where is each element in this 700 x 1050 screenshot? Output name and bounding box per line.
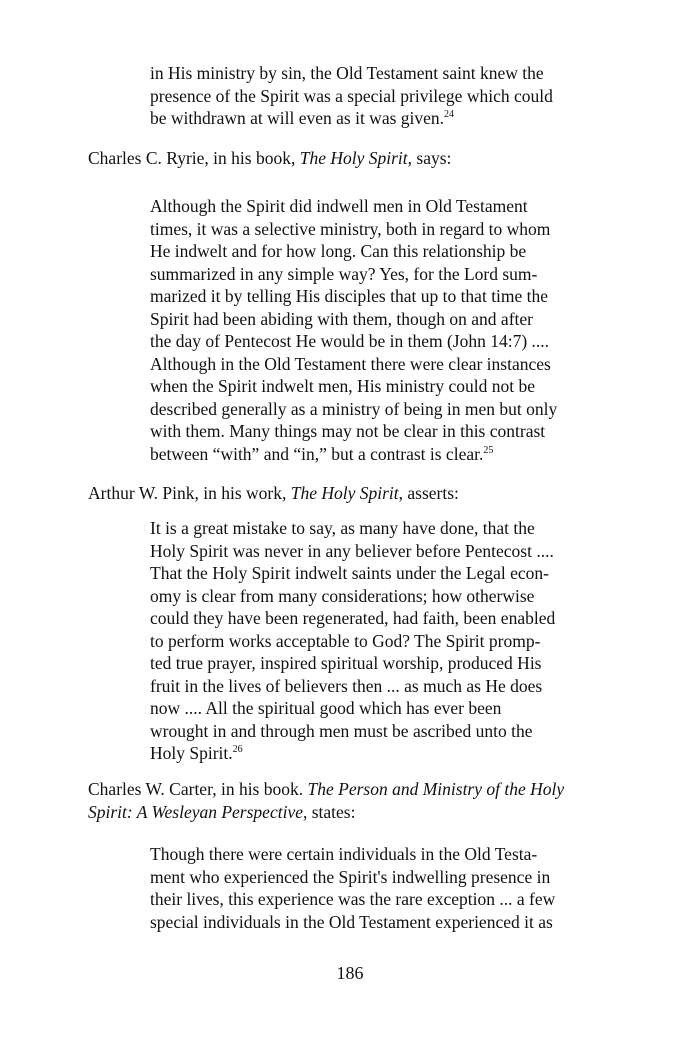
verb-text: , states:: [302, 802, 356, 822]
text-line: Although the Spirit did indwell men in Old Testament: [150, 196, 528, 216]
text-line: [88, 147, 618, 170]
text-line: Though there were certain individuals in the Old Testa-: [150, 844, 538, 864]
footnote-marker: 26: [232, 744, 243, 755]
author-text: Charles W. Carter, in his book.: [88, 779, 308, 799]
quote-introduction-pink: [88, 482, 618, 505]
footnote-marker: 25: [483, 444, 494, 456]
text-run: be withdrawn at will even as it was given.: [150, 108, 445, 128]
text-line: special individuals in the Old Testament experienced it as: [150, 911, 553, 932]
text-line: omy is clear from many considerations; how otherwise: [150, 585, 535, 606]
work-title: The Holy Spirit: [290, 483, 399, 503]
text-line: [150, 443, 590, 466]
page-number: 186: [336, 963, 364, 983]
quote-introduction-ryrie: [88, 147, 618, 170]
text-run: Holy Spirit.: [150, 743, 233, 763]
text-line: presence of the Spirit was a special privilege which could: [150, 85, 553, 106]
work-title: The Person and Ministry of the Holy: [307, 779, 565, 799]
block-quote-carter: [150, 843, 590, 933]
text-line: Spirit had been abiding with them, though on and after: [150, 308, 533, 329]
footnote-marker: 24: [444, 109, 455, 120]
text-line: when the Spirit indwelt men, His ministry could not be: [150, 376, 535, 396]
text-line: with them. Many things may not be clear in this contrast: [150, 421, 546, 441]
text-line: fruit in the lives of believers then ... as much as He does: [150, 675, 543, 696]
text-line: in His ministry by sin, the Old Testament saint knew the: [150, 63, 544, 83]
verb-text: , asserts:: [398, 483, 459, 503]
text-line: could they have been regenerated, had faith, been enabled: [150, 608, 556, 628]
text-line: to perform works acceptable to God? The Spirit promp-: [150, 630, 541, 651]
text-run: between “with” and “in,” but a contrast is clear.: [150, 443, 484, 464]
quote-introduction-carter: [88, 778, 618, 824]
work-title: The Holy Spirit: [299, 148, 408, 168]
text-line: described generally as a ministry of being in men but only: [150, 398, 558, 419]
text-line: It is a great mistake to say, as many have done, that the: [150, 518, 535, 538]
text-line: ment who experienced the Spirit's indwelling presence in: [150, 866, 551, 887]
text-line: Holy Spirit was never in any believer before Pentecost ....: [150, 540, 554, 561]
text-line: [88, 801, 618, 824]
text-line: times, it was a selective ministry, both in regard to whom: [150, 218, 551, 239]
text-line: [150, 742, 590, 765]
block-quote-continuation: [150, 62, 590, 130]
text-line: [88, 482, 618, 505]
block-quote-ryrie: [150, 195, 590, 465]
text-line: He indwelt and for how long. Can this relationship be: [150, 241, 527, 261]
text-line: [150, 107, 590, 130]
text-line: [88, 778, 618, 801]
work-title: Spirit: A Wesleyan Perspective: [88, 802, 303, 822]
text-line: their lives, this experience was the rare exception ... a few: [150, 889, 556, 909]
author-text: Charles C. Ryrie, in his book,: [88, 148, 300, 168]
text-line: That the Holy Spirit indwelt saints under the Legal econ-: [150, 563, 549, 583]
text-line: summarized in any simple way? Yes, for the Lord sum-: [150, 263, 538, 284]
text-line: the day of Pentecost He would be in them (John 14:7) ....: [150, 331, 550, 351]
text-line: ted true prayer, inspired spiritual worship, produced His: [150, 653, 542, 673]
verb-text: , says:: [407, 148, 452, 168]
block-quote-pink: [150, 517, 590, 765]
author-text: Arthur W. Pink, in his work,: [88, 483, 291, 503]
text-line: Although in the Old Testament there were clear instances: [150, 353, 551, 374]
text-line: now .... All the spiritual good which has ever been: [150, 698, 502, 718]
text-line: wrought in and through men must be ascribed unto the: [150, 720, 533, 741]
text-line: marized it by telling His disciples that up to that time the: [150, 286, 549, 306]
